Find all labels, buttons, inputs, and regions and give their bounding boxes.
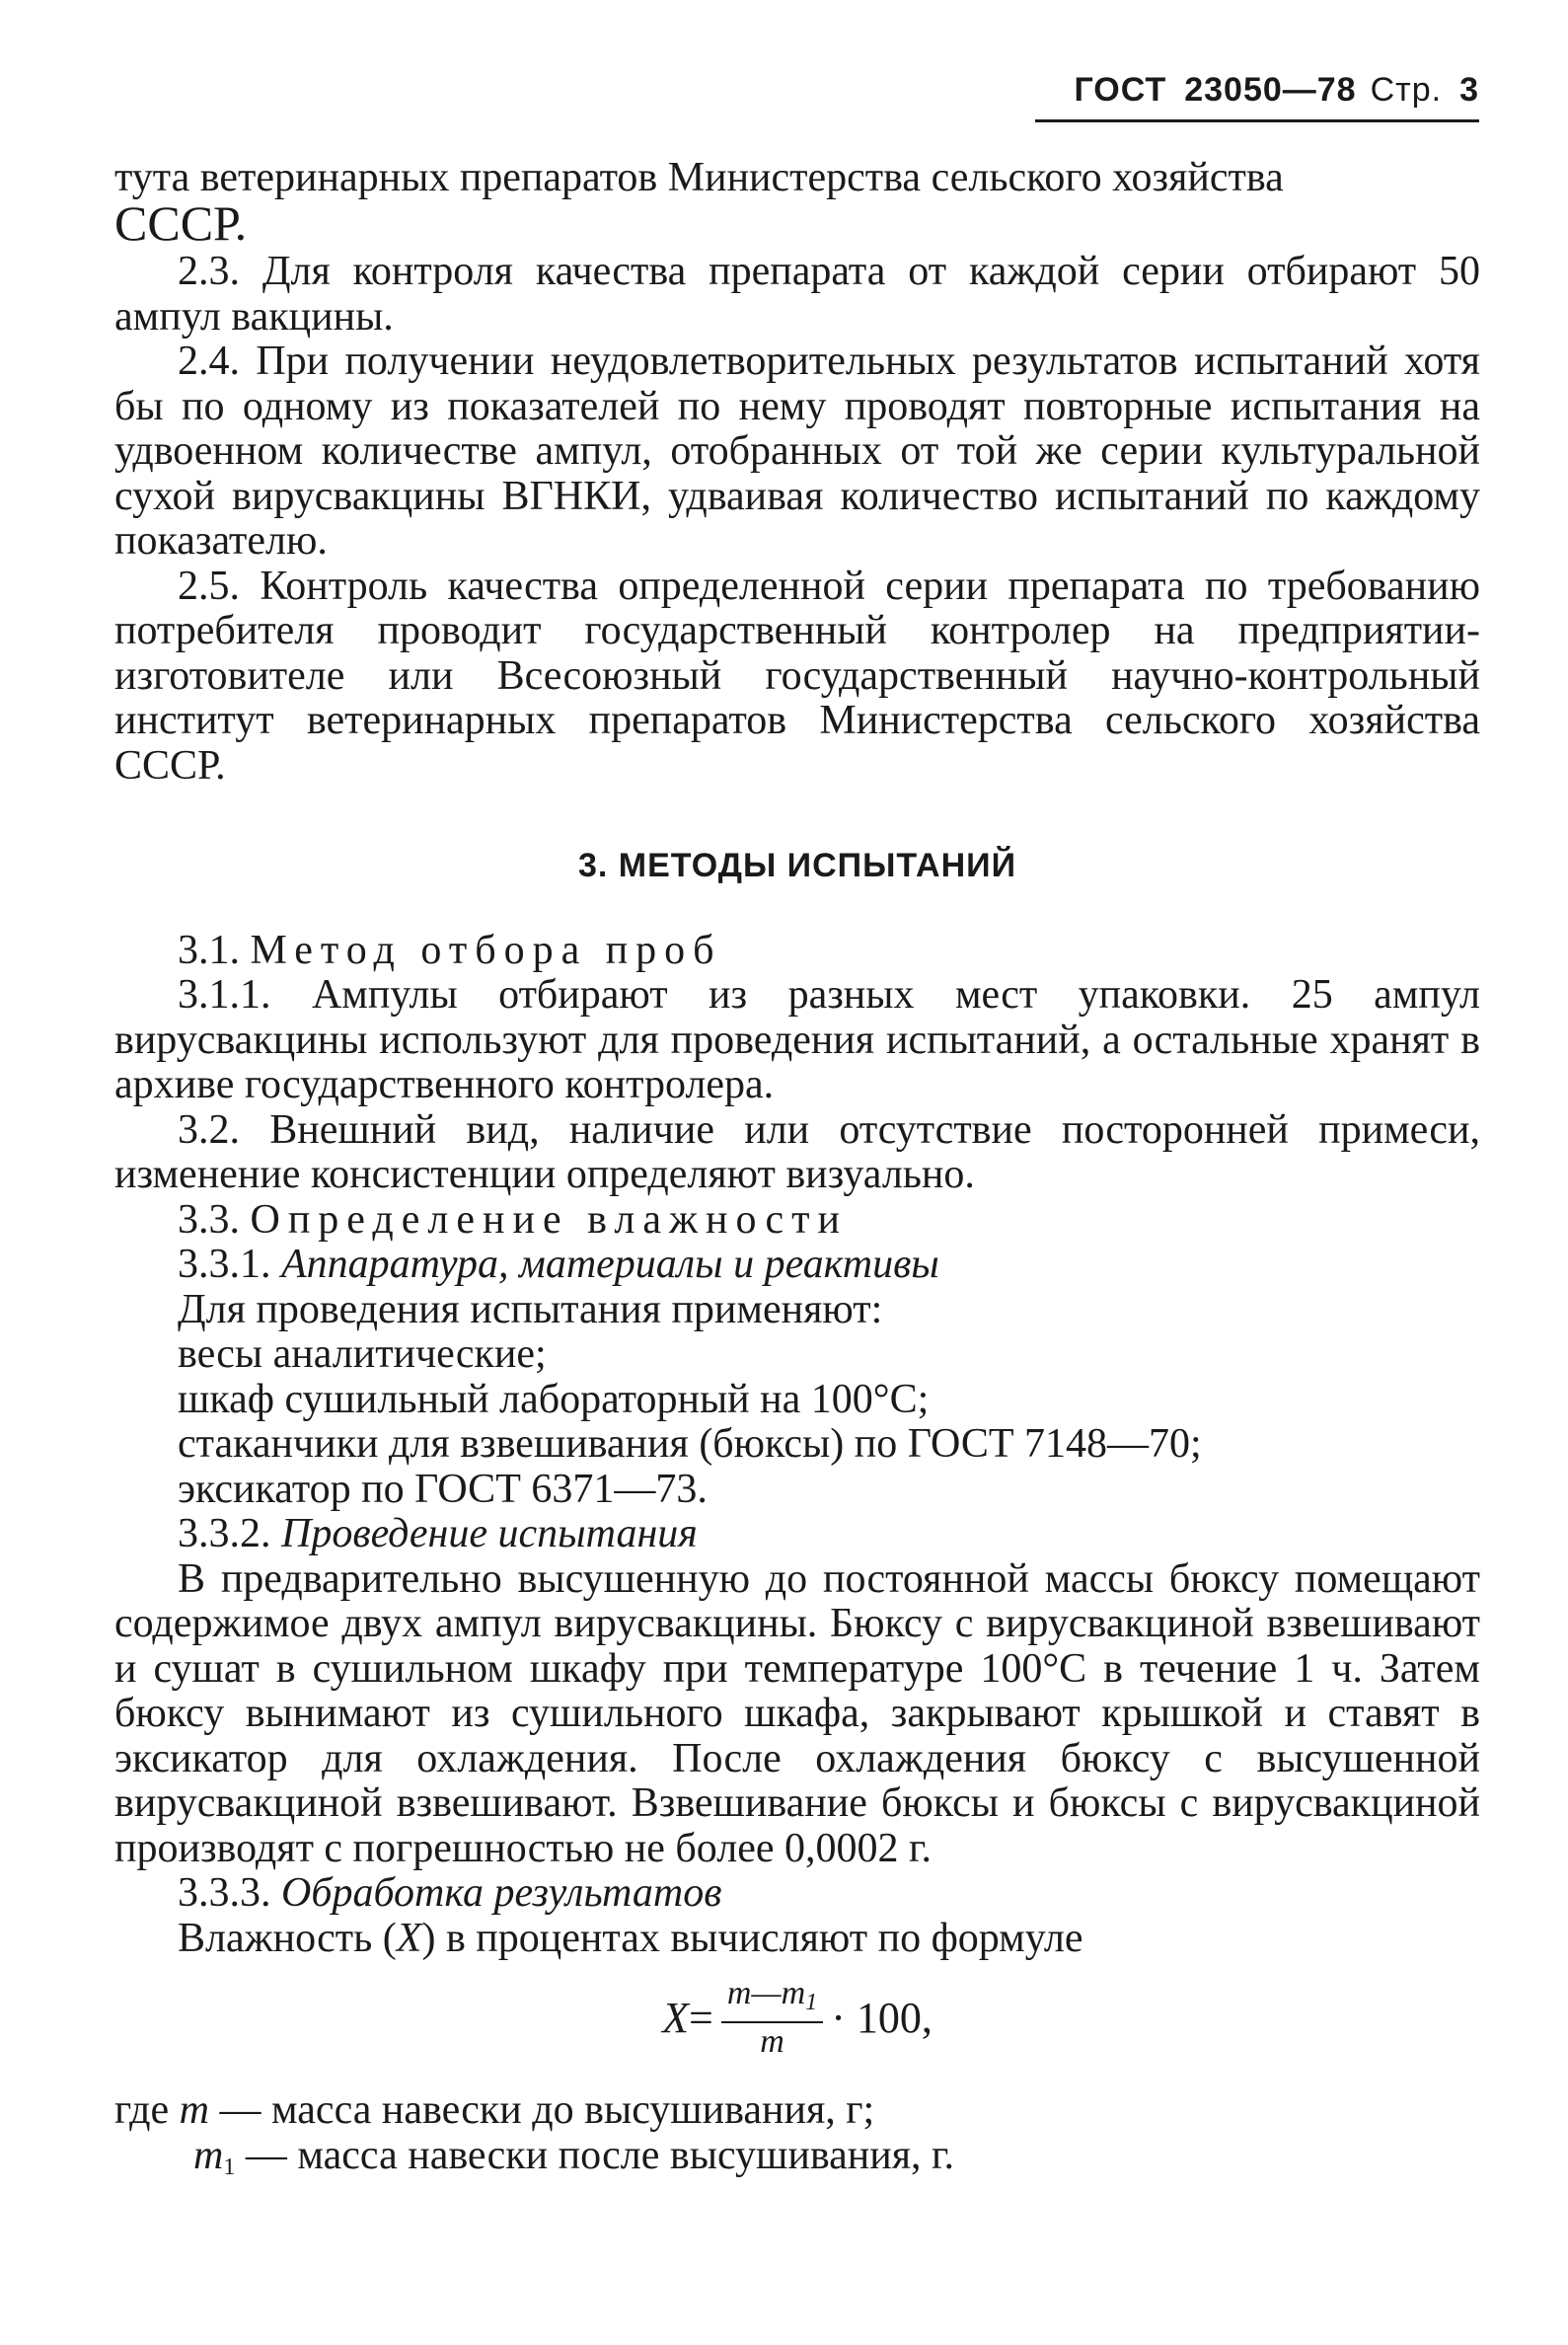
formula-intro-a: Влажность (	[178, 1915, 397, 1961]
subsection-3-3-2-number: 3.3.2.	[178, 1511, 271, 1556]
formula-equals: =	[689, 1993, 713, 2042]
paragraph-2-5: 2.5. Контроль качества определенной серии препарата по требованию потребителя проводит государственный контролер на предприятии-изготовителе или Всесоюзный государственный научно-контрольный институт ветеринарных препаратов Министерства сельского хозяйства СССР.	[114, 563, 1480, 789]
paragraph-continued-text: тута ветеринарных препаратов Министерства сельского хозяйства	[114, 155, 1284, 200]
subsection-3-1-number: 3.1.	[178, 927, 240, 973]
standard-label: ГОСТ	[1074, 71, 1167, 109]
subsection-3-3	[114, 1198, 1480, 1244]
subsection-3-3-1-title: Аппаратура, материалы и реактивы	[281, 1242, 939, 1287]
apparatus-item: эксикатор по ГОСТ 6371—73.	[178, 1466, 708, 1512]
subsection-3-3-3-title: Обработка результатов	[281, 1870, 722, 1916]
subsection-3-3-2-title: Проведение испытания	[281, 1511, 698, 1556]
legend-where: где	[114, 2087, 170, 2133]
procedure-paragraph: В предварительно высушенную до постоянной массы бюксу помещают содержимое двух ампул вирусвакцины. Бюксу с вирусвакциной взвешивают и сушат в сушильном шкафу при температуре 100°С в течение 1 ч. Затем бюксу вынимают из сушильного шкафа, закрывают крышкой и ставят в эксикатор для охлаждения. После охлаждения бюксу с высушенной вирусвакциной взвешивают. Взвешивание бюксы и бюксы с вирусвакциной производят с погрешностью не более 0,0002 г.	[114, 1555, 1480, 1871]
paragraph-2-4: 2.4. При получении неудовлетворительных результатов испытаний хотя бы по одному из показателей по нему проводят повторные испытания на удвоенном количестве ампул, отобранных от той же серии культуральной сухой вирусвакцины ВГНКИ, удваивая количество испытаний по каждому показателю.	[114, 339, 1480, 564]
standard-number: 23050—78	[1184, 71, 1357, 109]
paragraph-3-1-1: 3.1.1. Ампулы отбирают из разных мест упаковки. 25 ампул вирусвакцины используют для проведения испытаний, а остальные хранят в архиве государственного контролера.	[114, 972, 1480, 1107]
page-header	[1035, 71, 1479, 122]
humidity-formula	[114, 1975, 1480, 2061]
document-body	[114, 156, 1480, 2190]
legend-m1-var: m	[193, 2132, 224, 2178]
paragraph-continued	[114, 156, 1480, 250]
apparatus-item: шкаф сушильный лабораторный на 100°С;	[178, 1376, 930, 1422]
formula-num-m: m	[726, 1975, 752, 2011]
legend-m-var: m	[179, 2087, 209, 2133]
apparatus-item: стаканчики для взвешивания (бюксы) по ГОСТ 7148—70;	[178, 1421, 1202, 1467]
apparatus-item: весы аналитические;	[178, 1331, 547, 1377]
section-heading: 3. МЕТОДЫ ИСПЫТАНИЙ	[578, 847, 1016, 884]
legend-m1-desc: — масса навески после высушивания, г.	[245, 2132, 955, 2178]
subsection-3-3-1-number: 3.3.1.	[178, 1242, 271, 1287]
subsection-3-3-1	[114, 1243, 1480, 1288]
formula-num-m1: m	[781, 1975, 806, 2011]
formula-intro	[114, 1917, 1480, 1962]
formula-denominator: m	[760, 2023, 784, 2060]
legend-m1-sub: 1	[223, 2154, 236, 2180]
apparatus-intro: Для проведения испытания применяют:	[178, 1286, 883, 1332]
paragraph-2-3: 2.3. Для контроля качества препарата от каждой серии отбирают 50 ампул вакцины.	[114, 249, 1480, 340]
formula-num-sub: 1	[805, 1990, 818, 2015]
subsection-3-3-title: Определение влажности	[250, 1196, 848, 1243]
subsection-3-3-3	[114, 1871, 1480, 1917]
legend-m	[114, 2088, 1480, 2134]
formula-lhs: X	[662, 1993, 690, 2042]
formula-intro-b: ) в процентах вычисляют по формуле	[421, 1915, 1083, 1961]
subsection-3-3-2	[114, 1512, 1480, 1557]
subsection-3-1-title: Метод отбора проб	[250, 927, 722, 973]
formula-numerator	[721, 1975, 823, 2023]
formula-intro-var: X	[396, 1915, 422, 1961]
subsection-3-3-number: 3.3.	[178, 1196, 240, 1243]
legend-m-desc: — масса навески до высушивания, г;	[219, 2087, 875, 2133]
formula-fraction	[721, 1975, 823, 2061]
formula-num-minus: —	[751, 1975, 782, 2011]
formula-tail: · 100,	[831, 1993, 933, 2042]
legend-m1	[114, 2134, 1480, 2191]
paragraph-3-2: 3.2. Внешний вид, наличие или отсутствие посторонней примеси, изменение консистенции определяют визуально.	[114, 1106, 1480, 1197]
subsection-3-1	[114, 929, 1480, 974]
page-label: Стр.	[1370, 71, 1443, 109]
page-number: 3	[1459, 71, 1479, 109]
subsection-3-3-3-number: 3.3.3.	[178, 1870, 271, 1916]
paragraph-continued-end: СССР.	[114, 194, 248, 251]
